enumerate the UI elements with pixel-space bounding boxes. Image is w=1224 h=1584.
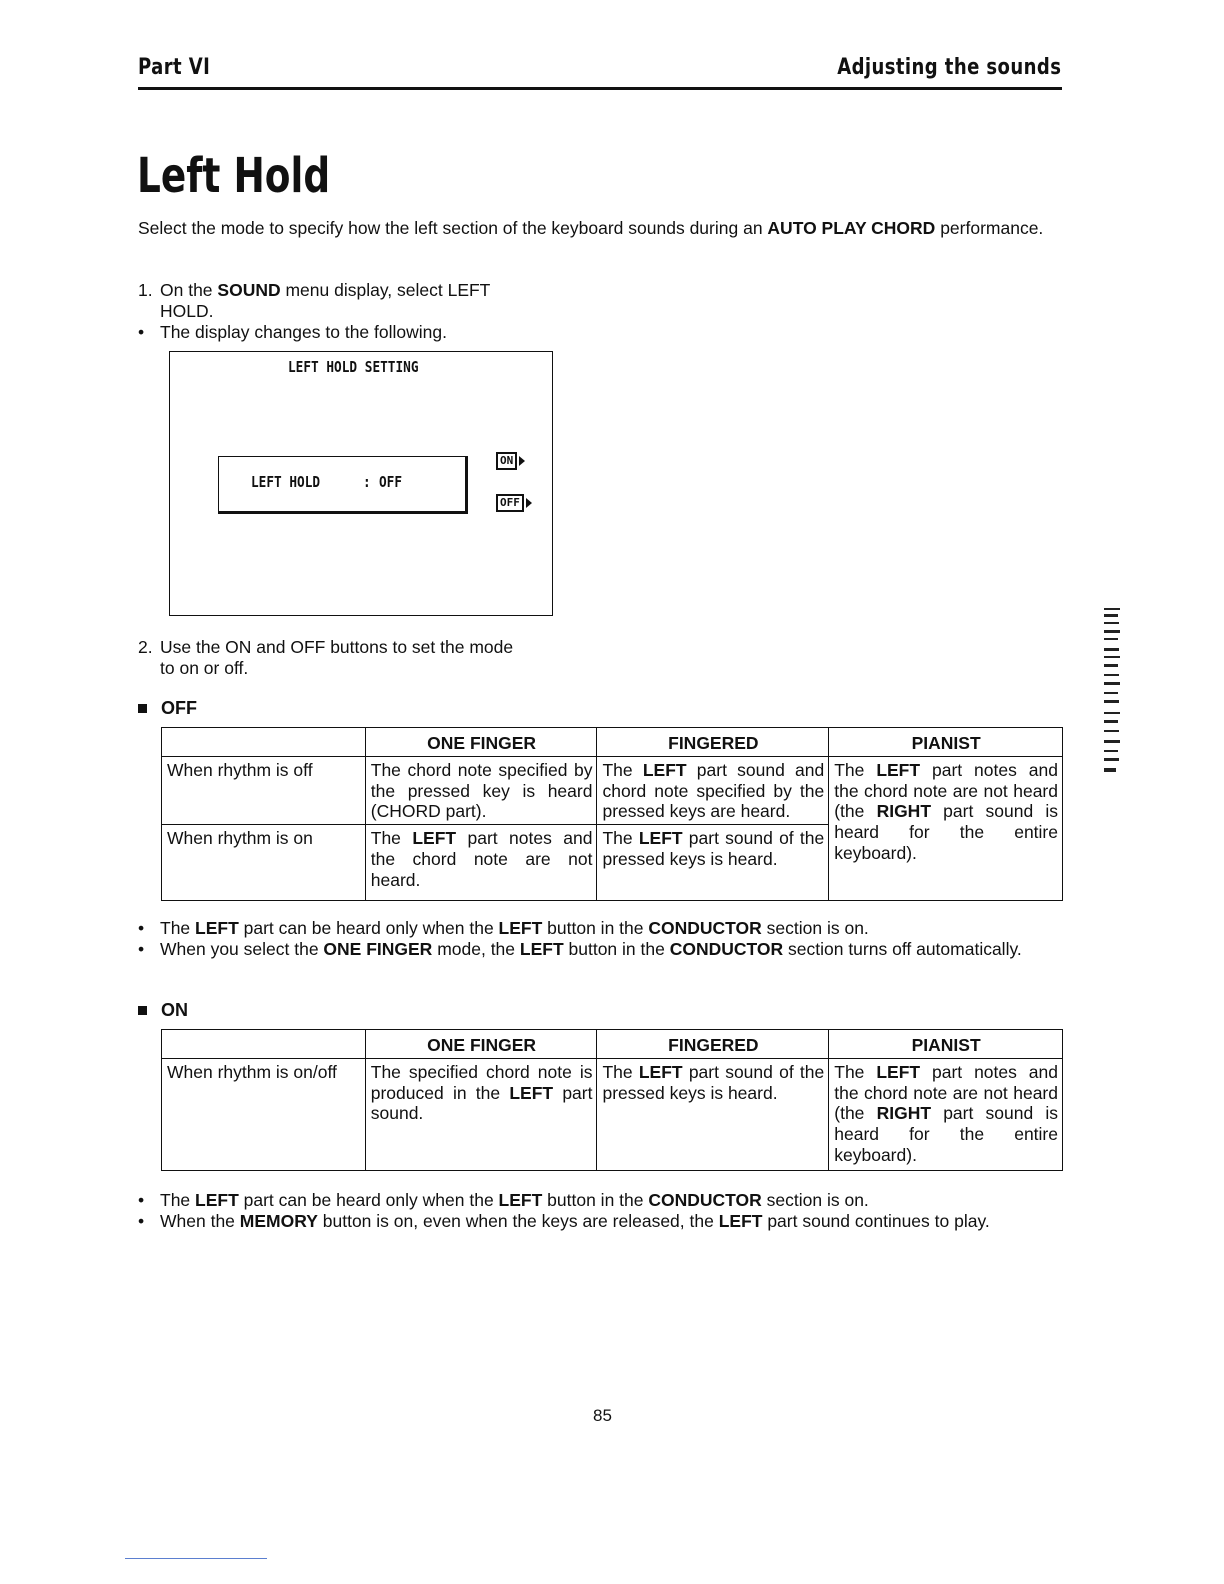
left-hold-field [218, 456, 468, 514]
intro-paragraph: Select the mode to specify how the left section of the keyboard sounds during an AUTO PLAY CHORD performance. [138, 218, 1044, 238]
cell-one-finger: The specified chord note is produced in the LEFT part sound. [365, 1058, 597, 1170]
cell-pianist: The LEFT part notes and the chord note are not heard (the RIGHT part sound is heard for the entire keyboard). [829, 1058, 1063, 1170]
page-title: Left Hold [137, 148, 331, 204]
table-header-row [162, 1030, 1063, 1059]
chapter-title: Adjusting the sounds [836, 55, 1061, 80]
on-section-heading: ON [138, 1000, 188, 1021]
row-label-rhythm-on: When rhythm is on [162, 825, 366, 901]
empty-header-cell [162, 728, 366, 757]
on-mode-table [161, 1029, 1063, 1171]
off-soft-button[interactable]: OFF [496, 494, 532, 512]
square-bullet-icon [138, 1006, 147, 1015]
on-note-2: When the MEMORY button is on, even when the keys are released, the LEFT part sound continues to play. [160, 1211, 990, 1231]
cell-one-finger-rhythm-off: The chord note specified by the pressed key is heard (CHORD part). [365, 756, 597, 824]
empty-header-cell [162, 1030, 366, 1059]
step-1-note: The display changes to the following. [160, 322, 447, 342]
table-row [162, 1058, 1063, 1170]
lcd-title: LEFT HOLD SETTING [288, 358, 419, 376]
header-one-finger: ONE FINGER [365, 1030, 597, 1059]
on-note-1: The LEFT part can be heard only when the LEFT button in the CONDUCTOR section is on. [160, 1190, 869, 1210]
field-value: OFF [379, 473, 403, 491]
header-rule [138, 87, 1062, 90]
off-note-2: When you select the ONE FINGER mode, the LEFT button in the CONDUCTOR section turns off automatically. [160, 939, 1022, 959]
field-label: LEFT HOLD [251, 473, 321, 491]
lcd-display [169, 351, 553, 616]
header-one-finger: ONE FINGER [365, 728, 597, 757]
scan-edge-marks [1104, 608, 1124, 778]
off-section-heading: OFF [138, 698, 197, 719]
cell-pianist: The LEFT part notes and the chord note are not heard (the RIGHT part sound is heard for the entire keyboard). [829, 756, 1063, 900]
cell-fingered-rhythm-off: The LEFT part sound and chord note specified by the pressed keys are heard. [597, 756, 829, 824]
row-label-rhythm-off: When rhythm is off [162, 756, 366, 824]
part-label: Part VI [138, 55, 211, 80]
step-1: 1. On the SOUND menu display, select LEFT HOLD. • The display changes to the following. [138, 280, 491, 342]
on-notes: • The LEFT part can be heard only when the LEFT button in the CONDUCTOR section is on. • When the MEMORY button is on, even when the keys are released, the LEFT part sound continues to play. [138, 1190, 990, 1231]
cell-one-finger-rhythm-on: The LEFT part notes and the chord note are not heard. [365, 825, 597, 901]
arrow-right-icon [526, 498, 532, 508]
table-row [162, 756, 1063, 824]
page-number: 85 [593, 1406, 612, 1425]
header-pianist: PIANIST [829, 1030, 1063, 1059]
cell-fingered: The LEFT part sound of the pressed keys is heard. [597, 1058, 829, 1170]
off-mode-table [161, 727, 1063, 901]
off-note-1: The LEFT part can be heard only when the LEFT button in the CONDUCTOR section is on. [160, 918, 869, 938]
scan-bottom-line [125, 1558, 267, 1559]
step-2: 2. Use the ON and OFF buttons to set the mode to on or off. [138, 637, 514, 678]
cell-fingered-rhythm-on: The LEFT part sound of the pressed keys is heard. [597, 825, 829, 901]
square-bullet-icon [138, 704, 147, 713]
table-header-row [162, 728, 1063, 757]
header-fingered: FINGERED [597, 1030, 829, 1059]
off-notes: • The LEFT part can be heard only when the LEFT button in the CONDUCTOR section is on. • When you select the ONE FINGER mode, the LEFT button in the CONDUCTOR section turns off automatically. [138, 918, 1022, 959]
row-label-rhythm-on-off: When rhythm is on/off [162, 1058, 366, 1170]
header-pianist: PIANIST [829, 728, 1063, 757]
arrow-right-icon [519, 456, 525, 466]
field-separator: : [363, 473, 371, 491]
header-fingered: FINGERED [597, 728, 829, 757]
on-soft-button[interactable]: ON [496, 452, 525, 470]
